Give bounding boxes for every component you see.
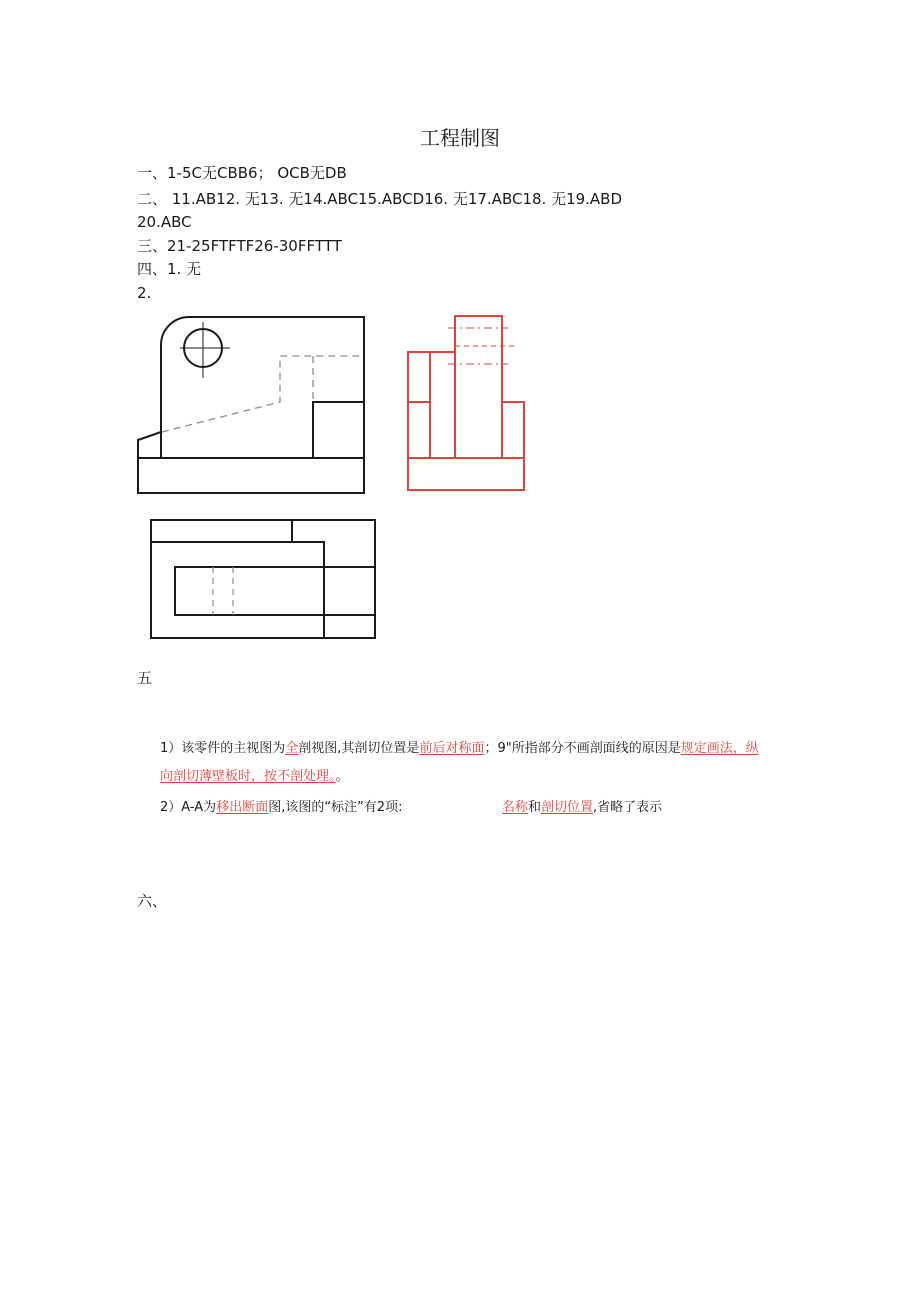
question-2-answer-3: 剖切位置: [541, 800, 594, 815]
question-2-part-2: 图,该图的“标注”有2项:: [268, 800, 403, 815]
section-5-label: 五: [137, 669, 153, 687]
question-1-answer-3-line-1: 规定画法，纵: [680, 741, 759, 756]
question-1-part-4: 。: [335, 769, 349, 784]
question-2-answer-2: 名称: [502, 800, 529, 815]
question-2-line-continued: [502, 795, 662, 821]
answer-section-4-item-2: 2.: [137, 284, 152, 302]
question-1-answer-3-line-2: 向剖切薄壁板时，按不剖处理。: [160, 769, 336, 784]
question-2-part-3: 和: [528, 800, 542, 815]
answer-section-4-item-1: 四、1. 无: [137, 260, 202, 278]
question-1-line-2: [160, 764, 349, 790]
question-1-answer-2: 前后对称面: [419, 741, 485, 756]
answer-section-3: 三、21-25FTFTF26-30FFTTT: [137, 237, 342, 255]
page-title: 工程制图: [420, 126, 500, 150]
section-6-label: 六、: [137, 892, 168, 910]
question-1-answer-1: 全: [285, 741, 299, 756]
question-2-line: [160, 795, 402, 821]
question-1-part-2: 剖视图,其剖切位置是: [298, 741, 420, 756]
answer-section-1: 一、1-5C无CBB6； OCB无DB: [137, 164, 347, 182]
answer-section-2-line-1: 二、 11.AB12. 无13. 无14.ABC15.ABCD16. 无17.ABC18. 无19.ABD: [137, 190, 623, 208]
question-2-part-1: 2）A-A为: [160, 800, 217, 815]
question-2-part-4: ,省略了表示: [593, 800, 663, 815]
question-1-part-1: 1）该零件的主视图为: [160, 741, 286, 756]
question-1-part-3: ；9"所指部分不画剖面线的原因是: [484, 741, 681, 756]
answer-section-2-line-2: 20.ABC: [137, 213, 192, 231]
question-1-line-1: [160, 736, 759, 762]
question-2-answer-1: 移出断面: [216, 800, 269, 815]
